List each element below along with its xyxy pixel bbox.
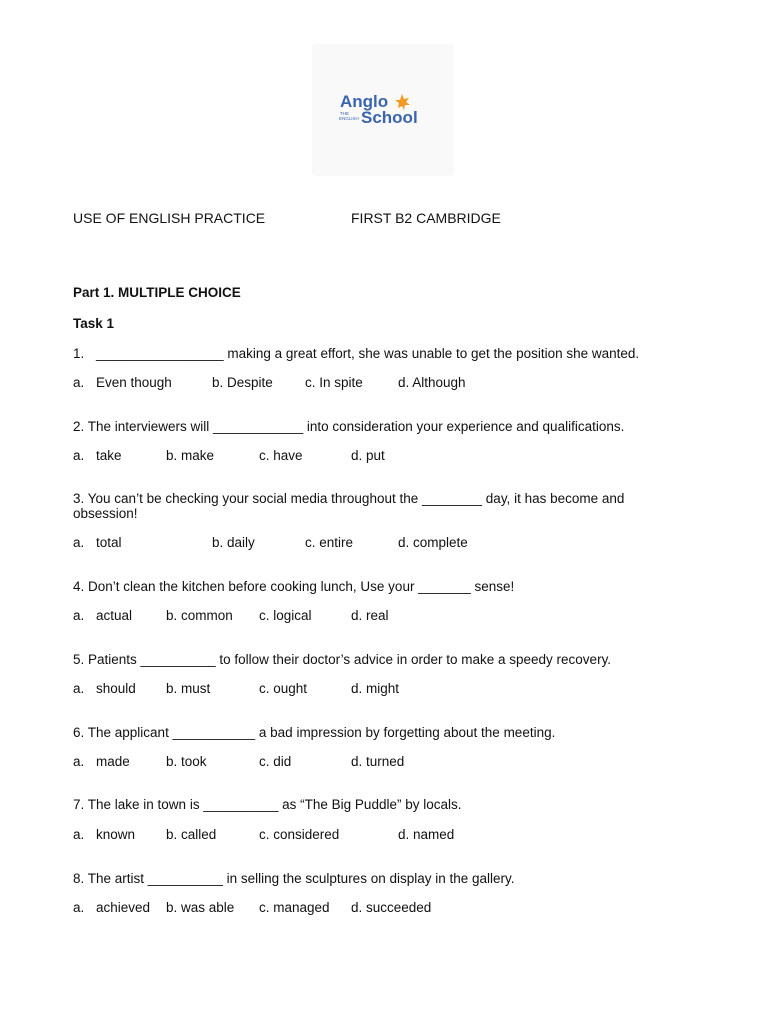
question-8-options <box>73 900 713 916</box>
option-c: c. managed <box>259 900 330 915</box>
option-c: c. entire <box>305 535 354 550</box>
option-b: b. called <box>166 827 217 842</box>
logo-small-english: ENGLISH <box>339 116 359 121</box>
logo-word-school: School <box>361 108 418 127</box>
task-title: Task 1 <box>73 316 115 331</box>
option-c: c. ought <box>259 681 308 696</box>
option-b: b. common <box>166 608 233 623</box>
option-b: b. daily <box>212 535 255 550</box>
school-logo <box>312 44 454 176</box>
option-a: should <box>96 681 136 696</box>
question-4-options <box>73 608 713 624</box>
option-letter: a. <box>73 608 85 623</box>
option-d: d. turned <box>351 754 405 769</box>
option-c: c. In spite <box>305 375 363 390</box>
option-d: d. named <box>398 827 455 842</box>
option-c: c. logical <box>259 608 312 623</box>
question-2-options <box>73 448 713 464</box>
question-6-text: 6. The applicant ___________ a bad impression by forgetting about the meeting. <box>73 725 556 740</box>
option-a: actual <box>96 608 133 623</box>
option-a: known <box>96 827 136 842</box>
option-d: d. Although <box>398 375 466 390</box>
option-b: b. was able <box>166 900 235 915</box>
question-1-number: 1. <box>73 346 85 361</box>
option-d: d. complete <box>398 535 468 550</box>
question-3-text: 3. You can’t be checking your social media throughout the ________ day, it has become and obsession! <box>73 491 625 521</box>
option-a: Even though <box>96 375 172 390</box>
option-c: c. considered <box>259 827 340 842</box>
question-1-text: _________________ making a great effort, she was unable to get the position she wanted. <box>96 346 640 361</box>
anglo-school-logo-icon <box>334 90 434 130</box>
option-b: b. must <box>166 681 211 696</box>
logo-word-anglo: Anglo <box>340 92 389 111</box>
question-5-text: 5. Patients __________ to follow their doctor’s advice in order to make a speedy recovery. <box>73 652 612 667</box>
option-d: d. succeeded <box>351 900 432 915</box>
option-a: achieved <box>96 900 151 915</box>
option-d: d. put <box>351 448 385 463</box>
question-6-options <box>73 754 713 770</box>
option-c: c. did <box>259 754 292 769</box>
question-5-options <box>73 681 713 697</box>
question-7-options <box>73 827 713 843</box>
option-d: d. might <box>351 681 400 696</box>
option-letter: a. <box>73 900 85 915</box>
question-7-text: 7. The lake in town is __________ as “The Big Puddle” by locals. <box>73 797 462 812</box>
option-a: made <box>96 754 130 769</box>
header-right-title: FIRST B2 CAMBRIDGE <box>351 210 501 226</box>
option-letter: a. <box>73 681 85 696</box>
option-a: take <box>96 448 122 463</box>
option-letter: a. <box>73 448 85 463</box>
option-b: b. Despite <box>212 375 273 390</box>
question-2-text: 2. The interviewers will ____________ into consideration your experience and qualifications. <box>73 419 625 434</box>
option-letter: a. <box>73 535 85 550</box>
option-c: c. have <box>259 448 303 463</box>
question-8-text: 8. The artist __________ in selling the sculptures on display in the gallery. <box>73 871 515 886</box>
question-4-text: 4. Don’t clean the kitchen before cooking lunch, Use your _______ sense! <box>73 579 515 594</box>
option-a: total <box>96 535 122 550</box>
option-b: b. took <box>166 754 207 769</box>
option-b: b. make <box>166 448 215 463</box>
option-letter: a. <box>73 827 85 842</box>
part-title: Part 1. MULTIPLE CHOICE <box>73 285 241 300</box>
question-3-options <box>73 535 713 551</box>
header-left-title: USE OF ENGLISH PRACTICE <box>73 210 266 226</box>
option-d: d. real <box>351 608 389 623</box>
option-letter: a. <box>73 375 85 390</box>
option-letter: a. <box>73 754 85 769</box>
logo-small-the: THE <box>340 111 349 116</box>
question-1-options <box>73 375 713 391</box>
